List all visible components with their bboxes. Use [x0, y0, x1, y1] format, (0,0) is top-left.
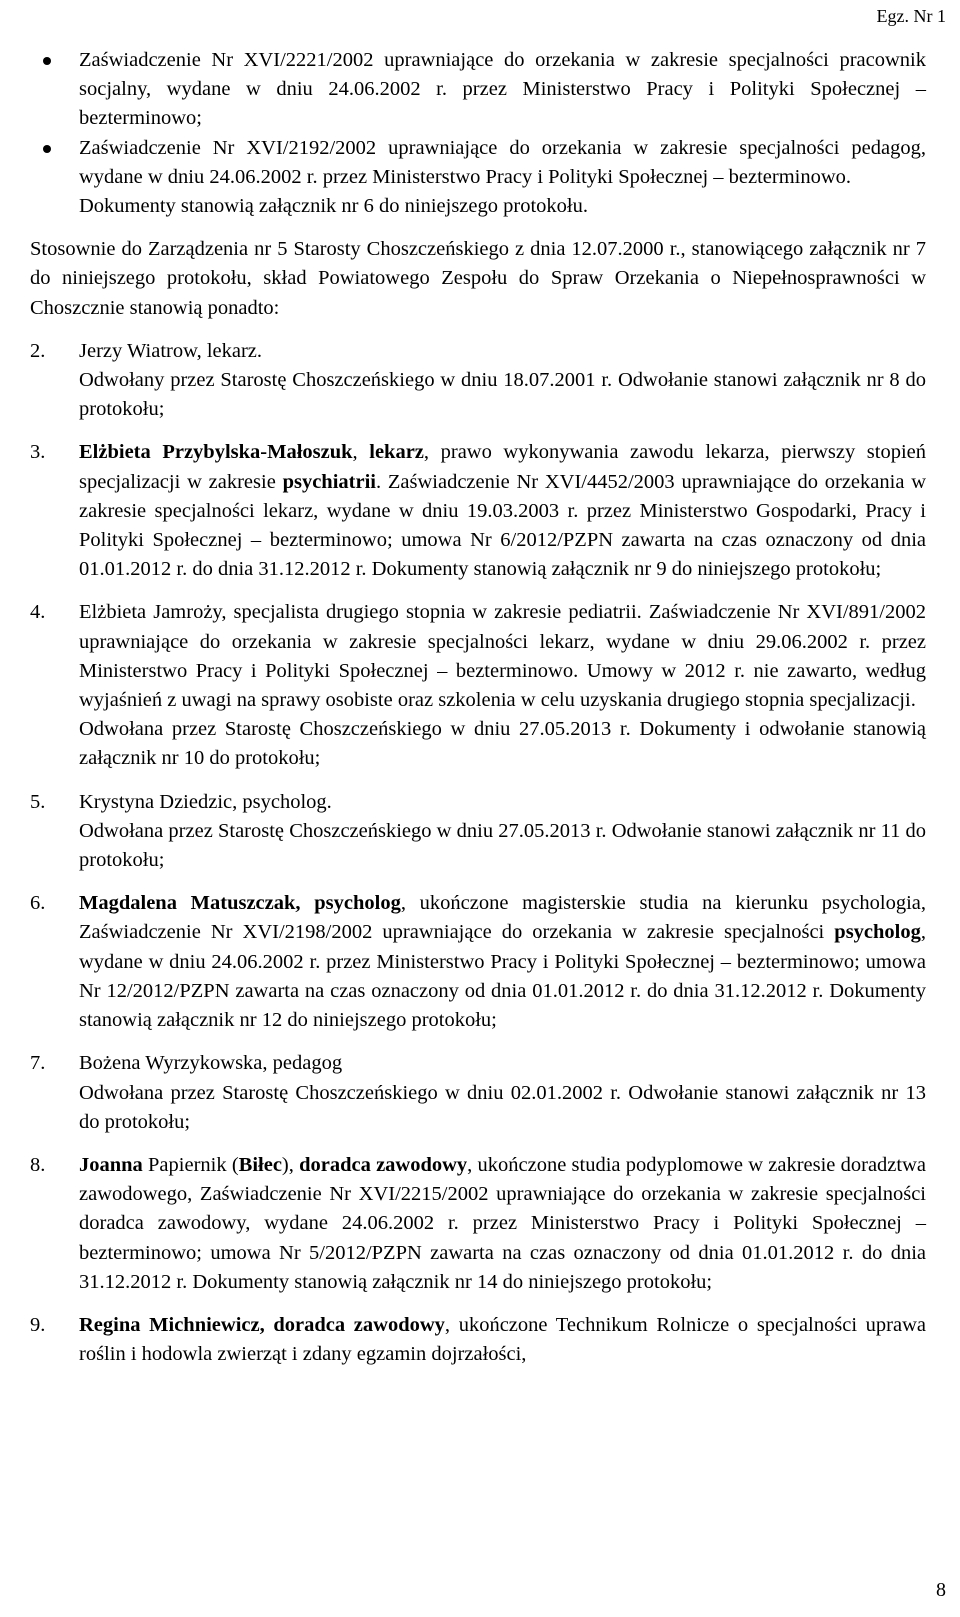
- item-number: 6.: [30, 892, 46, 915]
- member-role: doradca zawodowy: [299, 1153, 468, 1176]
- page-number: 8: [936, 1578, 946, 1601]
- member-first-name: Joanna: [79, 1153, 143, 1176]
- member-details: Odwołany przez Starostę Choszczeńskiego w dniu 18.07.2001 r. Odwołanie stanowi załącznik nr 8 do protokołu;: [79, 369, 926, 421]
- member-item-4: [30, 598, 926, 773]
- member-name: Jerzy Wiatrow, lekarz.: [79, 339, 263, 362]
- member-item-8: [30, 1151, 926, 1297]
- documents-note: Dokumenty stanowią załącznik nr 6 do niniejszego protokołu.: [79, 195, 588, 218]
- item-number: 3.: [30, 441, 46, 464]
- document-body: [30, 46, 926, 1369]
- list-item: [30, 46, 926, 134]
- intro-paragraph: Stosownie do Zarządzenia nr 5 Starosty Choszczeńskiego z dnia 12.07.2000 r., stanowiącego załącznik nr 7 do niniejszego protokołu, skład Powiatowego Zespołu do Spraw Orzekania o Niepełnosprawności w Choszcznie stanowią ponadto:: [30, 238, 926, 319]
- member-name: Regina Michniewicz, doradca zawodowy: [79, 1313, 445, 1336]
- dismissal-note: Odwołana przez Starostę Choszczeńskiego w dniu 27.05.2013 r. Dokumenty i odwołanie stanowią załącznik nr 10 do protokołu;: [79, 718, 926, 770]
- member-name: Bożena Wyrzykowska, pedagog: [79, 1052, 343, 1075]
- member-name: Elżbieta Przybylska-Małoszuk: [79, 441, 353, 464]
- member-details: Magdalena Matuszczak, psycholog, ukończone magisterskie studia na kierunku psychologia, Zaświadczenie Nr XVI/2198/2002 uprawniające do orzekania w zakresie specjalności psycholog, wydane w dniu 24.06.2002 r. przez Ministerstwo Pracy i Polityki Społecznej – bezterminowo; umowa Nr 12/2012/PZPN zawarta na czas oznaczony od dnia 01.01.2012 r. do dnia 31.12.2012 r. Dokumenty stanowią załącznik nr 12 do niniejszego protokołu;: [79, 892, 926, 1032]
- member-name: Magdalena Matuszczak, psycholog: [79, 892, 401, 915]
- member-details: Joanna Papiernik (Biłec), doradca zawodowy, ukończone studia podyplomowe w zakresie doradztwa zawodowego, Zaświadczenie Nr XVI/2215/2002 uprawniające do orzekania w zakresie specjalności doradca zawodowy, wydane 24.06.2002 r. przez Ministerstwo Pracy i Polityki Społecznej – bezterminowo; umowa Nr 5/2012/PZPN zawarta na czas oznaczony od dnia 01.01.2012 r. do dnia 31.12.2012 r. Dokumenty stanowią załącznik nr 14 do niniejszego protokołu;: [79, 1153, 926, 1293]
- specialization: psychiatrii: [282, 470, 376, 493]
- member-item-5: [30, 788, 926, 876]
- item-number: 7.: [30, 1052, 46, 1075]
- member-item-6: [30, 889, 926, 1035]
- member-name: Krystyna Dziedzic, psycholog.: [79, 790, 332, 813]
- copy-number-mark: Egz. Nr 1: [876, 6, 946, 26]
- member-item-7: [30, 1049, 926, 1137]
- member-role: lekarz: [369, 441, 424, 464]
- member-details: Regina Michniewicz, doradca zawodowy, ukończone Technikum Rolnicze o specjalności uprawa roślin i hodowla zwierząt i zdany egzamin dojrzałości,: [79, 1313, 927, 1366]
- member-item-9: [30, 1311, 926, 1369]
- member-item-3: [30, 438, 926, 584]
- item-number: 9.: [30, 1313, 46, 1336]
- dismissal-note: Odwołana przez Starostę Choszczeńskiego w dniu 27.05.2013 r. Odwołanie stanowi załącznik nr 11 do protokołu;: [79, 819, 926, 872]
- item-number: 8.: [30, 1153, 46, 1176]
- member-details: Elżbieta Przybylska-Małoszuk, lekarz, prawo wykonywania zawodu lekarza, pierwszy stopień specjalizacji w zakresie psychiatrii. Zaświadczenie Nr XVI/4452/2003 uprawniające do orzekania w zakresie specjalności lekarz, wydane w dniu 19.03.2003 r. przez Ministerstwo Gospodarki, Pracy i Polityki Społecznej – bezterminowo; umowa Nr 6/2012/PZPN zawarta na czas oznaczony od dnia 01.01.2012 r. do dnia 31.12.2012 r. Dokumenty stanowią załącznik nr 9 do niniejszego protokołu;: [79, 441, 927, 581]
- dismissal-note: Odwołana przez Starostę Choszczeńskiego w dniu 02.01.2002 r. Odwołanie stanowi załącznik nr 13 do protokołu;: [79, 1081, 926, 1133]
- item-number: 4.: [30, 601, 46, 624]
- certificate-list: [30, 46, 926, 192]
- list-item-text: Zaświadczenie Nr XVI/2221/2002 uprawniające do orzekania w zakresie specjalności pracownik socjalny, wydane w dniu 24.06.2002 r. przez Ministerstwo Pracy i Polityki Społecznej – bezterminowo;: [79, 49, 926, 130]
- bullet-icon: [43, 145, 51, 153]
- list-item-text: Zaświadczenie Nr XVI/2192/2002 uprawniające do orzekania w zakresie specjalności pedagog, wydane w dniu 24.06.2002 r. przez Ministerstwo Pracy i Polityki Społecznej – bezterminowo.: [79, 136, 926, 188]
- bullet-icon: [43, 57, 51, 65]
- list-item: [30, 134, 926, 192]
- specialization: psycholog: [834, 921, 921, 944]
- member-item-2: [30, 337, 926, 425]
- member-details: Elżbieta Jamroży, specjalista drugiego stopnia w zakresie pediatrii. Zaświadczenie Nr XVI/891/2002 uprawniające do orzekania w zakresie specjalności lekarz, wydane w dniu 29.06.2002 r. przez Ministerstwo Pracy i Polityki Społecznej – bezterminowo. Umowy w 2012 r. nie zawarto, według wyjaśnień z uwagi na sprawy osobiste oraz szkolenia w celu uzyskania drugiego stopnia specjalizacji.: [79, 601, 926, 712]
- item-number: 5.: [30, 790, 46, 813]
- maiden-name: Biłec: [238, 1153, 282, 1176]
- item-number: 2.: [30, 339, 46, 362]
